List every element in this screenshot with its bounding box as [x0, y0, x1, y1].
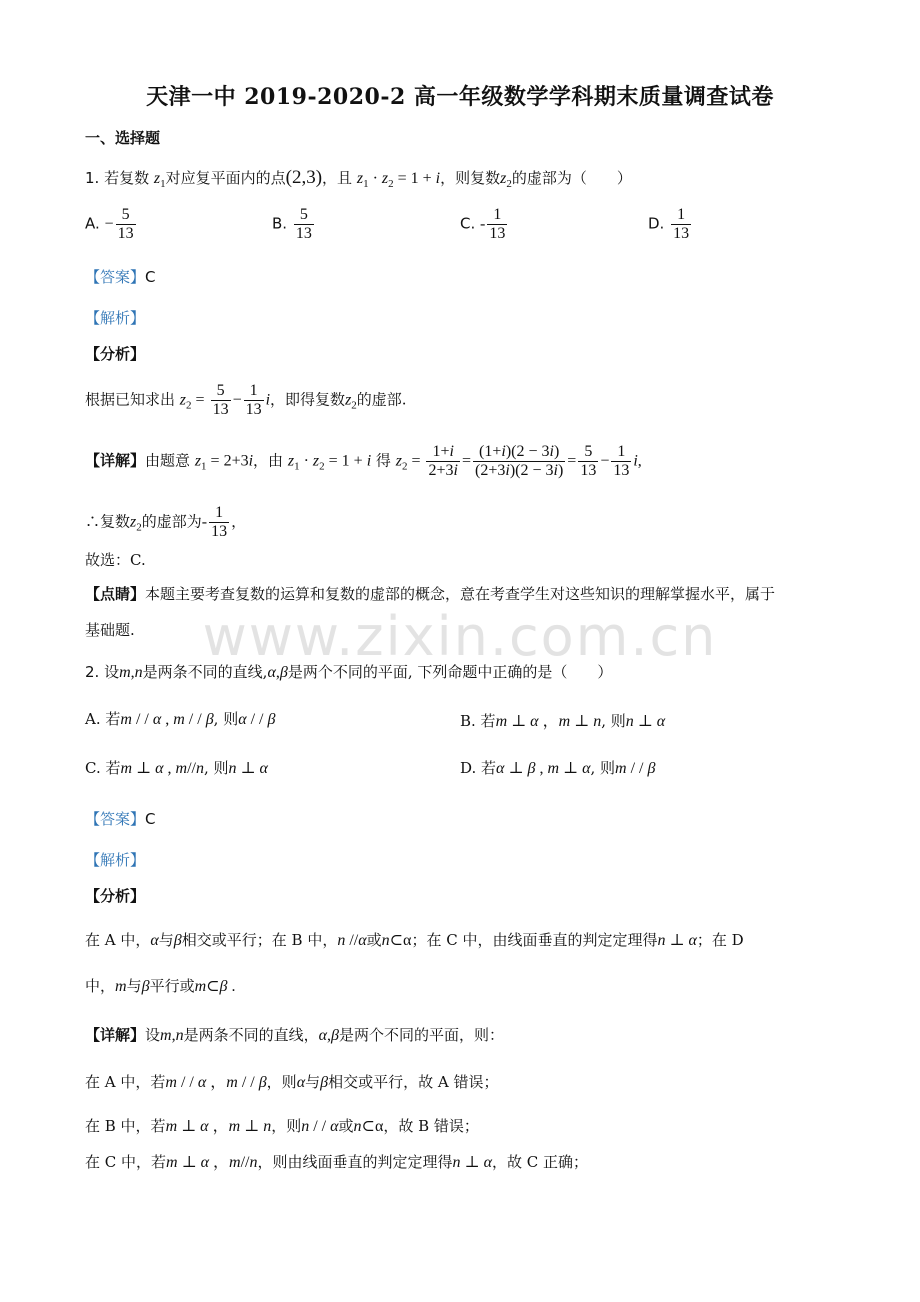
- q1-comment-cont: 基础题.: [85, 621, 135, 639]
- q2-detail-c: 在 C 中，若m ⊥ α ，m//n，则由线面垂直的判定定理得n ⊥ α，故 C 正确；: [85, 1153, 588, 1171]
- q2-fenxi-tag: 【分析】: [85, 887, 146, 905]
- q1-answer: 【答案】C: [85, 268, 156, 286]
- q1-analysis-tag: 【解析】: [85, 309, 146, 327]
- q2-detail-b: 在 B 中，若m ⊥ α ，m ⊥ n，则n / / α或n⊂α，故 B 错误；: [85, 1117, 479, 1135]
- q2-option-c: C. 若m ⊥ α , m//n, 则n ⊥ α: [85, 759, 268, 777]
- q1-option-a: A. − $\frac{5}{13}$: [85, 206, 134, 242]
- q1-option-d: D. $\frac{1}{13}$: [648, 206, 690, 242]
- q1-option-b: B. $\frac{5}{13}$: [272, 206, 312, 242]
- q2-detail: 【详解】设m,n是两条不同的直线，α,β是两个不同的平面，则：: [85, 1026, 504, 1044]
- q2-option-d: D. 若α ⊥ β , m ⊥ α, 则m / / β: [460, 759, 656, 777]
- q1-option-c: C. - $\frac{1}{13}$: [460, 206, 506, 242]
- page-title: 天津一中 2019-2020-2 高一年级数学学科期末质量调查试卷: [146, 84, 774, 110]
- q2-analysis-tag: 【解析】: [85, 851, 146, 869]
- q1-fenxi-text: 根据已知求出 $z_2$ = $\frac{5}{13}$ − $\frac{1}{13}$ i，即得复数$z_2$的虚部.: [85, 382, 407, 418]
- q2-answer: 【答案】C: [85, 810, 156, 828]
- q1-choose: 故选：C.: [85, 551, 146, 569]
- q1-fenxi-tag: 【分析】: [85, 345, 146, 363]
- q2-option-b: B. 若m ⊥ α ，m ⊥ n, 则n ⊥ α: [460, 712, 666, 730]
- q2-detail-a: 在 A 中，若m / / α ，m / / β，则α与β相交或平行，故 A 错误；: [85, 1073, 499, 1091]
- q1-detail: 【详解】由题意 $z_1 = 2+3i$，由 $z_1 \cdot z_2 = 1 + i$ 得 $z_2$ = $\frac{1+i}{2+3i}$ = $\frac{(1+i)(2 - 3i)}{(2+3i)(2 - 3i)}$ = $\frac{5}{13}$ − $\frac{1}{13}$ i,: [85, 443, 642, 479]
- q2-fenxi-line2: 中，m与β平行或m⊂β .: [85, 977, 236, 995]
- q1-conclusion: ∴复数$z_2$的虚部为- $\frac{1}{13}$ ，: [85, 504, 247, 540]
- q1-comment: 【点睛】本题主要考查复数的运算和复数的虚部的概念，意在考查学生对这些知识的理解掌握水平，属于: [85, 585, 776, 603]
- q2-fenxi-line1: 在 A 中，α与β相交或平行；在 B 中，n //α或n⊂α；在 C 中，由线面垂直的判定定理得n ⊥ α；在 D: [85, 931, 744, 949]
- q2-option-a: A. 若m / / α , m / / β, 则α / / β: [85, 710, 276, 728]
- q2-stem: 2. 设m,n是两条不同的直线,α,β是两个不同的平面, 下列命题中正确的是（ ）: [85, 663, 613, 681]
- watermark: www.zixin.com.cn: [202, 605, 718, 668]
- section-heading: 一、选择题: [85, 129, 161, 147]
- q1-stem: 1. 若复数 $z_1$对应复平面内的点(2,3)，且 $z_1 \cdot z_2 = 1 + i$，则复数$z_2$的虚部为（ ）: [85, 167, 632, 190]
